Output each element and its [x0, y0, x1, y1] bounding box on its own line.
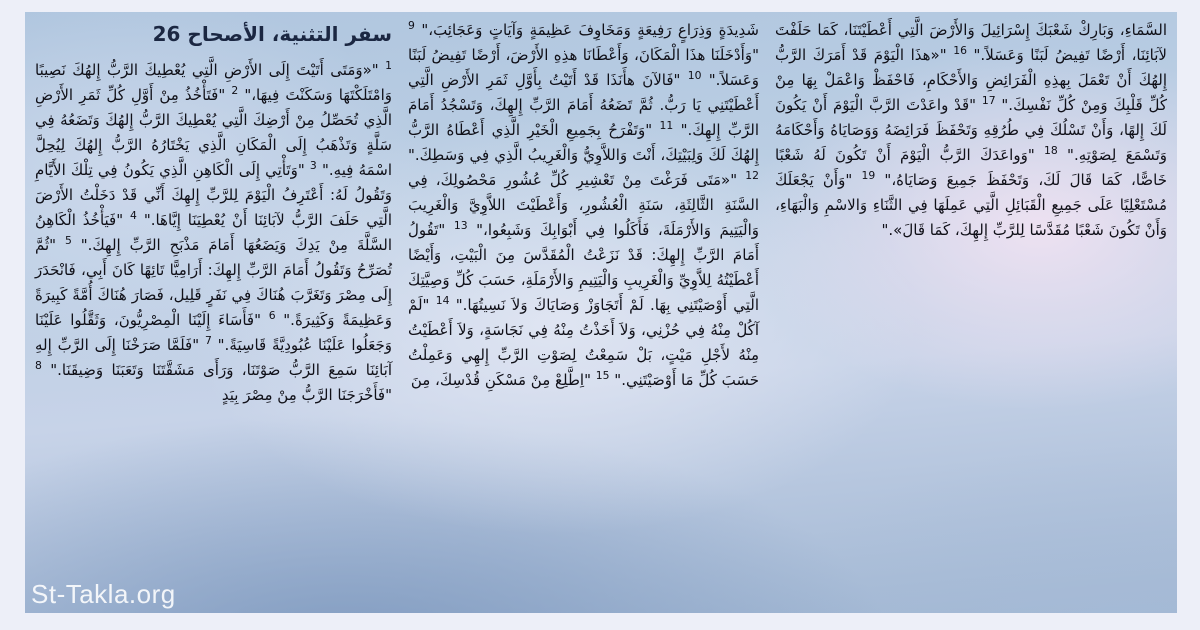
verse-text: "اِطَّلِعْ مِنْ مَسْكَنِ قُدْسِكَ، مِنَ [410, 371, 591, 389]
verse-number: 19 [861, 169, 876, 182]
chapter-title: سفر التثنية، الأصحاح 26 [152, 22, 392, 46]
verse-text: "فَلَمَّا صَرَخْنَا إِلَى الرَّبِّ إِلهِ آبَائِنَا سَمِعَ الرَّبُّ صَوْتَنَا، وَرَأَى مَشَقَّتَنَا وَتَعَبَنَا وَضِيقَنَا." [35, 336, 392, 379]
verse-text: "«وَمَتَى أَتَيْتَ إِلَى الأَرْضِ الَّتِي يُعْطِيكَ الرَّبُّ إِلهُكَ نَصِيبًا وَامْتَلَكْتَهَا وَسَكَنْتَ فِيهَا،" [35, 61, 392, 104]
verse-text: "وَتَأْتِي إِلَى الْكَاهِنِ الَّذِي يَكُونُ فِي تِلْكَ الأَيَّامِ وَتَقُولُ لَهُ: أَعْتَرِفُ الْيَوْمَ لِلرَّبِّ إِلهِكَ أَنِّي قَدْ دَخَلْتُ الأَرْضَ الَّتِي حَلَفَ الرَّبُّ لآبَائِنَا أَنْ يُعْطِيَنَا إِيَّاهَا." [35, 161, 392, 229]
verse-paragraph-left [775, 18, 1167, 243]
column-left [775, 18, 1167, 607]
verse-text: "وَواعَدَكَ الرَّبُّ الْيَوْمَ أَنْ تَكُونَ لَهُ شَعْبًا خَاصًّا، كَمَا قَالَ لَكَ، وَتَحْفَظَ جَمِيعَ وَصَايَاهُ،" [775, 146, 1167, 189]
verse-number: 17 [981, 94, 996, 107]
verse-text: "«هذَا الْيَوْمَ قَدْ أَمَرَكَ الرَّبُّ إِلهُكَ أَنْ تَعْمَلَ بِهذِهِ الْفَرَائِضِ وَالأَحْكَامِ، فَاحْفَظْ وَاعْمَلْ بِهَا مِنْ كُلِّ قَلْبِكَ وَمِنْ كُلِّ نَفْسِكَ." [775, 46, 1167, 114]
verse-number: 6 [268, 309, 276, 322]
verse-number: 5 [64, 234, 72, 247]
verse-text: "وَتَفْرَحُ بِجَمِيعِ الْخَيْرِ الَّذِي أَعْطَاهُ الرَّبُّ إِلهُكَ لَكَ وَلِبَيْتِكَ، أَنْتَ وَاللاَّوِيُّ وَالْغَرِيبُ الَّذِي فِي وَسَطِكَ." [408, 121, 759, 164]
verse-number: 2 [231, 84, 239, 97]
verse-number: 8 [35, 359, 42, 372]
verse-number: 13 [453, 219, 468, 232]
verse-number: 3 [309, 159, 317, 172]
text-columns [25, 12, 1177, 613]
verse-paragraph-right [35, 58, 392, 408]
verse-text: "وَأَنْ يَجْعَلَكَ مُسْتَعْلِيًا عَلَى جَمِيعِ الْقَبَائِلِ الَّتِي عَمِلَهَا فِي الثَّنَاءِ وَالاسْمِ وَالْبَهَاءِ، وَأَنْ تَكُونَ شَعْبًا مُقَدَّسًا لِلرَّبِّ إِلهِكَ، كَمَا قَالَ»." [775, 171, 1167, 239]
verse-text: "وَأَدْخَلَنَا هذَا الْمَكَانَ، وَأَعْطَانَا هذِهِ الأَرْضَ، أَرْضًا تَفِيضُ لَبَنًا وَعَسَلاً." [408, 46, 759, 89]
verse-number: 12 [745, 169, 759, 182]
verse-number: 9 [408, 19, 415, 32]
verse-number: 7 [204, 334, 212, 347]
verse-text: "فَيَأْخُذُ الْكَاهِنُ السَّلَّةَ مِنْ يَدِكَ وَيَضَعُهَا أَمَامَ مَذْبَحِ الرَّبِّ إِلهِكَ." [35, 211, 392, 254]
verse-number: 10 [687, 69, 702, 82]
verse-paragraph-middle [408, 18, 759, 393]
verse-text: "لَمْ آكُلْ مِنْهُ فِي حُزْنِي، وَلاَ أَخَذْتُ مِنْهُ فِي نَجَاسَةٍ، وَلاَ أَعْطَيْتُ مِنْهُ لأَجْلِ مَيْتٍ، بَلْ سَمِعْتُ لِصَوْتِ الرَّبِّ إِلهِي وَعَمِلْتُ حَسَبَ كُلِّ مَا أَوْصَيْتَنِي." [408, 296, 759, 389]
verse-number: 16 [953, 44, 967, 57]
column-middle [408, 18, 759, 607]
verse-number: 14 [435, 294, 450, 307]
bible-page-photo-panel [25, 12, 1177, 613]
verse-number: 1 [385, 59, 392, 72]
watermark: St-Takla.org [31, 579, 176, 609]
verse-text: "فَتَأْخُذُ مِنْ أَوَّلِ كُلِّ ثَمَرِ الأَرْضِ الَّذِي تُحَصِّلُ مِنْ أَرْضِكَ الَّتِي يُعْطِيكَ الرَّبُّ إِلهُكَ وَتَضَعُهُ فِي سَلَّةٍ وَتَذْهَبُ إِلَى الْمَكَانِ الَّذِي يَخْتَارُهُ الرَّبُّ إِلهُكَ لِيُحِلَّ اسْمَهُ فِيهِ." [35, 86, 393, 179]
verse-text: السَّمَاءِ، وَبَارِكْ شَعْبَكَ إِسْرَائِيلَ وَالأَرْضَ الَّتِي أَعْطَيْتَنَا، كَمَا حَلَفْتَ لآبَائِنَا، أَرْضًا تَفِيضُ لَبَنًا وَعَسَلاً." [775, 21, 1167, 64]
verse-text: "فَالآنَ هأَنَذَا قَدْ أَتَيْتُ بِأَوَّلِ ثَمَرِ الأَرْضِ الَّتِي أَعْطَيْتَنِي يَا رَبُّ. ثُمَّ تَضَعُهُ أَمَامَ الرَّبِّ إِلهِكَ، وَتَسْجُدُ أَمَامَ الرَّبِّ إِلهِكَ." [408, 71, 759, 139]
verse-text: "«مَتَى فَرَغْتَ مِنْ تَعْشِيرِ كُلِّ عُشُورِ مَحْصُولِكَ، فِي السَّنَةِ الثَّالِثَةِ، سَنَةِ الْعُشُورِ، وَأَعْطَيْتَ اللاَّوِيَّ وَالْغَرِيبَ وَالْيَتِيمَ وَالأَرْمَلَةَ، فَأَكَلُوا فِي أَبْوَابِكَ وَشَبِعُوا،" [408, 171, 759, 239]
column-right [35, 18, 392, 607]
verse-number: 4 [130, 209, 137, 222]
verse-text: "فَأَسَاءَ إِلَيْنَا الْمِصْرِيُّونَ، وَثَقَّلُوا عَلَيْنَا وَجَعَلُوا عَلَيْنَا عُبُودِيَّةً قَاسِيَةً." [35, 311, 392, 354]
verse-text: شَدِيدَةٍ وَذِرَاعٍ رَفِيعَةٍ وَمَخَاوِفَ عَظِيمَةٍ وَآيَاتٍ وَعَجَائِبَ،" [421, 21, 759, 39]
verse-text: "فَأَخْرَجَنَا الرَّبُّ مِنْ مِصْرَ بِيَدٍ [221, 386, 392, 404]
verse-number: 18 [1044, 144, 1058, 157]
verse-number: 15 [595, 369, 610, 382]
verse-text: "ثُمَّ تُصَرِّحُ وَتَقُولُ أَمَامَ الرَّبِّ إِلهِكَ: أَرَامِيًّا تَائِهًا كَانَ أَبِي، فَانْحَدَرَ إِلَى مِصْرَ وَتَغَرَّبَ هُنَاكَ فِي نَفَرٍ قَلِيل، فَصَارَ هُنَاكَ أُمَّةً كَبِيرَةً وَعَظِيمَةً وَكَثِيرَةً." [35, 236, 392, 329]
verse-text: "تَقُولُ أَمَامَ الرَّبِّ إِلهِكَ: قَدْ نَزَعْتُ الْمُقَدَّسَ مِنَ الْبَيْتِ، وَأَيْضًا أَعْطَيْتُهُ لِلاَّوِيِّ وَالْغَرِيبِ وَالْيَتِيمِ وَالأَرْمَلَةِ، حَسَبَ كُلِّ وَصِيَّتِكَ الَّتِي أَوْصَيْتَنِي بِهَا. لَمْ أَتَجَاوَزْ وَصَايَاكَ وَلاَ نَسِيتُهَا." [408, 221, 759, 314]
verse-number: 11 [659, 119, 674, 132]
verse-text: "قَدْ واعَدْتَ الرَّبَّ الْيَوْمَ أَنْ يَكُونَ لَكَ إِلهًا، وَأَنْ تَسْلُكَ فِي طُرُقِهِ وَتَحْفَظَ فَرَائِضَهُ وَوَصَايَاهُ وَأَحْكَامَهُ وَتَسْمَعَ لِصَوْتِهِ." [775, 96, 1167, 164]
